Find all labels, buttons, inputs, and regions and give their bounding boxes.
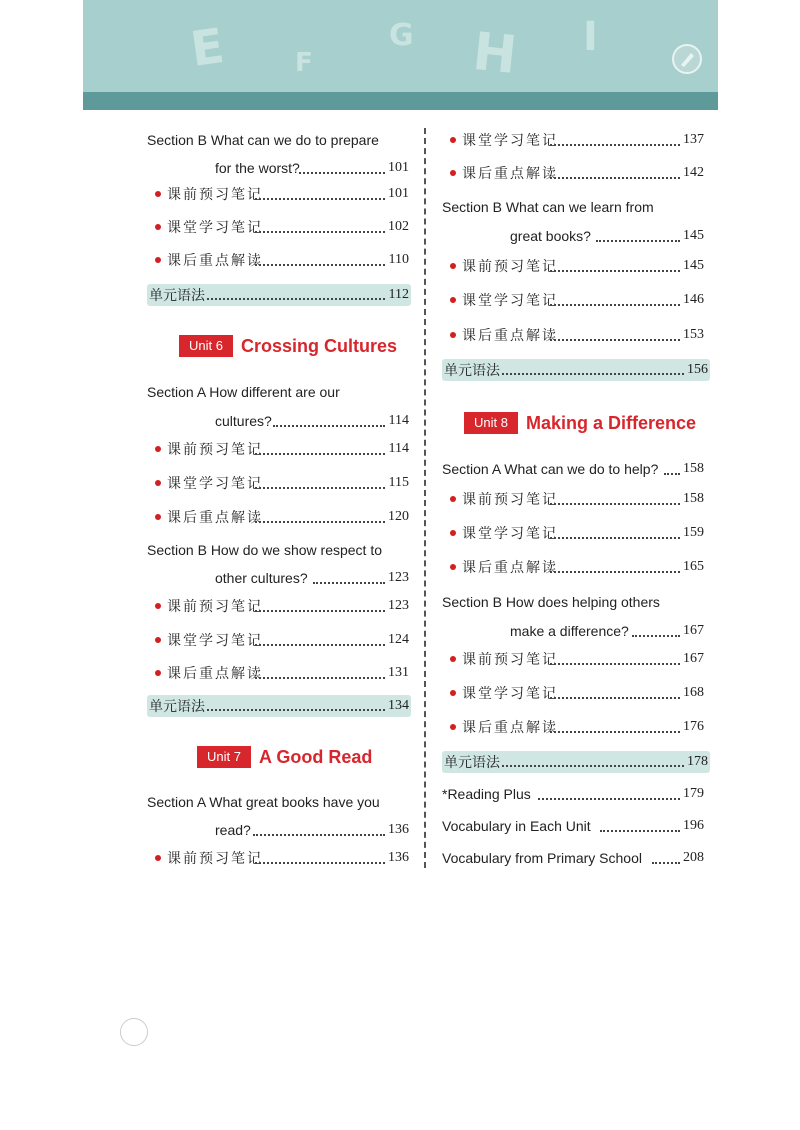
leader-dots [255,862,385,864]
toc-entry-u7-section-b[interactable]: Section B What can we learn from [442,199,654,215]
leader-dots [550,571,680,573]
toc-sub-entry[interactable]: 课堂学习笔记 168 [442,681,704,705]
red-bullet-icon [155,514,161,520]
page-number: 115 [388,475,409,490]
toc-entry-reading-plus[interactable]: *Reading Plus 179 [442,782,704,806]
page-number: 114 [388,441,409,456]
leader-dots [664,473,680,475]
leader-dots [652,862,680,864]
toc-entry-u5-section-b-cont[interactable]: for the worst? 101 [147,156,409,180]
leader-dots [207,298,385,300]
red-bullet-icon [450,263,456,269]
toc-sub-entry[interactable]: 课后重点解读 142 [442,161,704,185]
toc-sub-entry[interactable]: 课后重点解读 110 [147,248,409,272]
toc-sub-entry[interactable]: 课前预习笔记 123 [147,594,409,618]
unit-title: A Good Read [259,747,373,767]
toc-sub-entry[interactable]: 课后重点解读 153 [442,323,704,347]
leader-dots [550,697,680,699]
page-number: 120 [388,509,409,524]
toc-sub-entry[interactable]: 课前预习笔记 158 [442,487,704,511]
red-bullet-icon [155,191,161,197]
banner-letter-e: E [187,17,228,79]
leader-dots [550,304,680,306]
leader-dots [273,425,385,427]
leader-dots [550,339,680,341]
unit-title: Making a Difference [526,413,697,433]
leader-dots [550,270,680,272]
toc-entry-u6-section-a[interactable]: Section A How different are our [147,384,340,400]
page-number: 110 [388,252,409,267]
banner-letter-i: I [583,14,598,60]
page-number: 167 [683,651,704,666]
page-number: 101 [388,186,409,201]
leader-dots [550,731,680,733]
page-number: 146 [683,292,704,307]
toc-sub-entry[interactable]: 课堂学习笔记 159 [442,521,704,545]
red-bullet-icon [450,137,456,143]
toc-entry-u7-section-a-cont[interactable]: read? 136 [147,818,409,842]
toc-sub-entry[interactable]: 课前预习笔记 136 [147,846,409,870]
leader-dots [255,521,385,523]
page-number: 158 [683,491,704,506]
unit-title: Crossing Cultures [241,336,398,356]
toc-entry-vocabulary-primary[interactable]: Vocabulary from Primary School 208 [442,846,704,870]
page-number: 131 [388,665,409,680]
unit-badge: Unit 6 [179,335,233,357]
page-number: 134 [388,698,409,713]
red-bullet-icon [450,170,456,176]
page-number: 153 [683,327,704,342]
toc-sub-entry[interactable]: 课堂学习笔记 146 [442,288,704,312]
leader-dots [550,663,680,665]
toc-sub-entry[interactable]: 课后重点解读 120 [147,505,409,529]
red-bullet-icon [450,332,456,338]
leader-dots [255,610,385,612]
leader-dots [253,834,385,836]
unit-badge: Unit 8 [464,412,518,434]
toc-entry-unit-grammar[interactable]: 单元语法 156 [442,359,710,381]
toc-sub-entry[interactable]: 课堂学习笔记 102 [147,215,409,239]
page-number: 196 [683,818,704,833]
page-number: 102 [388,219,409,234]
toc-sub-entry[interactable]: 课前预习笔记 167 [442,647,704,671]
page-number: 123 [388,598,409,613]
leader-dots [502,765,684,767]
page-number: 176 [683,719,704,734]
page-number: 114 [388,413,409,428]
leader-dots [255,453,385,455]
column-divider [424,128,426,868]
toc-sub-entry[interactable]: 课前预习笔记 101 [147,182,409,206]
toc-entry-vocabulary-each-unit[interactable]: Vocabulary in Each Unit 196 [442,814,704,838]
toc-sub-entry[interactable]: 课后重点解读 165 [442,555,704,579]
page-number: 136 [388,822,409,837]
toc-sub-entry[interactable]: 课后重点解读 176 [442,715,704,739]
leader-dots [550,144,680,146]
toc-entry-unit-grammar[interactable]: 单元语法 178 [442,751,710,773]
red-bullet-icon [450,724,456,730]
page-number: 137 [683,132,704,147]
leader-dots [299,172,385,174]
toc-entry-u8-section-b-cont[interactable]: make a difference? 167 [442,619,704,643]
toc-sub-entry[interactable]: 课堂学习笔记 115 [147,471,409,495]
page-number: 156 [687,362,708,377]
page-number: 179 [683,786,704,801]
toc-sub-entry[interactable]: 课后重点解读 131 [147,661,409,685]
toc-sub-entry[interactable]: 课前预习笔记 145 [442,254,704,278]
banner-letter-g: G [389,18,414,53]
toc-entry-unit-grammar[interactable]: 单元语法 112 [147,284,411,306]
red-bullet-icon [155,224,161,230]
page-number: 158 [683,461,704,476]
leader-dots [255,487,385,489]
toc-sub-entry[interactable]: 课堂学习笔记 124 [147,628,409,652]
pencil-icon [672,44,702,74]
page-number: 142 [683,165,704,180]
leader-dots [502,373,684,375]
leader-dots [313,582,385,584]
toc-entry-u5-section-b[interactable]: Section B What can we do to prepare [147,132,379,148]
red-bullet-icon [450,496,456,502]
red-bullet-icon [155,446,161,452]
page-number: 123 [388,570,409,585]
page-number: 208 [683,850,704,865]
page-number: 165 [683,559,704,574]
leader-dots [550,503,680,505]
page-number: 136 [388,850,409,865]
toc-entry-u7-section-b-cont[interactable]: great books? 145 [442,224,704,248]
leader-dots [255,644,385,646]
page-number: 112 [388,287,409,302]
leader-dots [538,798,680,800]
leader-dots [255,677,385,679]
red-bullet-icon [450,530,456,536]
page-number: 178 [687,754,708,769]
page-number: 145 [683,258,704,273]
leader-dots [255,264,385,266]
toc-entry-unit-grammar[interactable]: 单元语法 134 [147,695,411,717]
page-number: 101 [388,160,409,175]
page-number: 168 [683,685,704,700]
toc-sub-entry[interactable]: 课前预习笔记 114 [147,437,409,461]
red-bullet-icon [155,603,161,609]
banner-letter-h: H [469,21,520,87]
page-corner-mark [120,1018,148,1046]
toc-entry-u8-section-b[interactable]: Section B How does helping others [442,594,660,610]
red-bullet-icon [155,480,161,486]
leader-dots [255,198,385,200]
toc-sub-entry[interactable]: 课堂学习笔记 137 [442,128,704,152]
red-bullet-icon [450,656,456,662]
toc-entry-u6-section-b-cont[interactable]: other cultures? 123 [147,566,409,590]
leader-dots [550,177,680,179]
toc-entry-u8-section-a[interactable]: Section A What can we do to help? 158 [442,457,704,481]
banner-letter-f: F [295,48,313,78]
leader-dots [600,830,680,832]
red-bullet-icon [450,297,456,303]
leader-dots [550,537,680,539]
banner-stripe [83,92,718,110]
red-bullet-icon [450,690,456,696]
toc-entry-u7-section-a[interactable]: Section A What great books have you [147,794,380,810]
red-bullet-icon [155,855,161,861]
leader-dots [596,240,680,242]
page-number: 124 [388,632,409,647]
red-bullet-icon [155,257,161,263]
leader-dots [207,709,385,711]
page-number: 159 [683,525,704,540]
page-number: 167 [683,623,704,638]
red-bullet-icon [450,564,456,570]
page-number: 145 [683,228,704,243]
toc-entry-u6-section-b[interactable]: Section B How do we show respect to [147,542,383,558]
unit-badge: Unit 7 [197,746,251,768]
leader-dots [255,231,385,233]
red-bullet-icon [155,637,161,643]
red-bullet-icon [155,670,161,676]
toc-entry-u6-section-a-cont[interactable]: cultures? 114 [147,409,409,433]
leader-dots [632,635,680,637]
